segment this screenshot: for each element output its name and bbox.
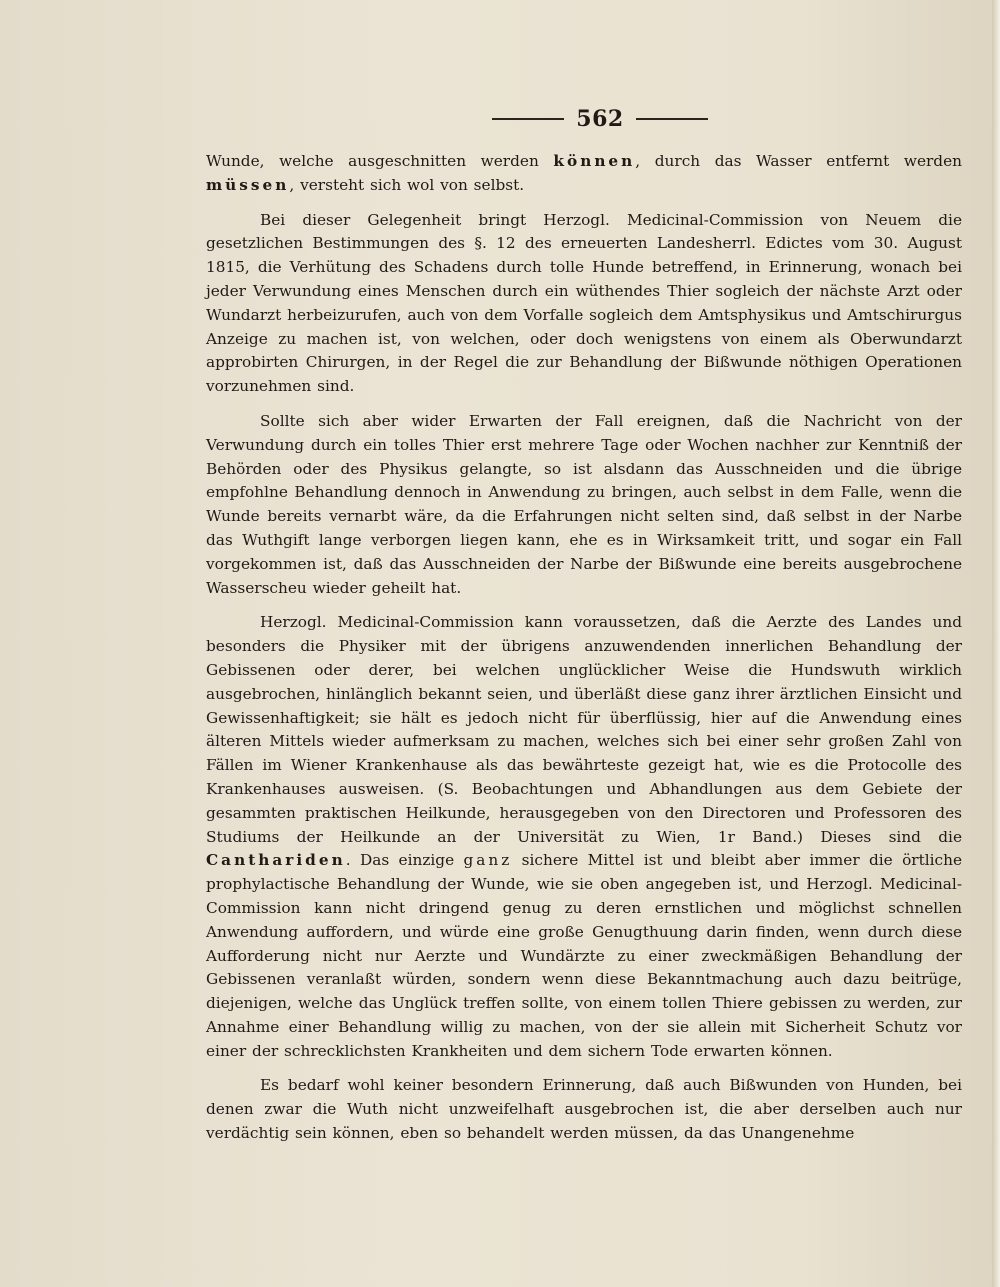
paragraph: Sollte sich aber wider Erwarten der Fall ereignen, daß die Nachricht von der Verwundung durch ein tolles Thier erst mehrere Tage oder Wochen nachher zur Kenntniß der Behörden oder des Physikus gelangte, so ist alsdann das Ausschneiden und die übrige empfohlne Behandlung dennoch in Anwendung zu bringen, auch selbst in dem Falle, wenn die Wunde bereits vernarbt wäre, da die Erfahrungen nicht selten sind, daß selbst in der Narbe das Wuthgift lange verborgen liegen kann, ehe es in Wirksamkeit tritt, und sogar ein Fall vorgekommen ist, daß das Ausschneiden der Narbe der Bißwunde eine bereits ausgebrochene Wasserscheu wieder geheilt hat. (206, 411, 962, 597)
paragraph: Es bedarf wohl keiner besondern Erinnerung, daß auch Bißwunden von Hunden, bei denen zwar die Wuth nicht unzweifelhaft ausgebrochen ist, die aber derselben auch nur verdächtig sein können, eben so behandelt werden müssen, da das Unangenehme (206, 1076, 962, 1143)
spaced-word: ganz (463, 851, 513, 870)
header-rule-right (636, 118, 708, 120)
text-run: , durch das Wasser entfernt werden (635, 152, 963, 170)
text-run: sichere Mittel ist und bleibt aber immer die örtliche prophylactische Behandlung der Wunde, wie sie oben angegeben ist, und Herzogl. Medicinal-Commission kann nicht dringend genug zu deren ernstlichen und möglichst schnellen Anwendung auffordern, und würde eine große Genugthuung darin finden, wenn durch diese Aufforderung nicht nur Aerzte und Wundärzte zu einer zweckmäßigen Behandlung der Gebissenen veranlaßt würden, sondern wenn diese Bekanntmachung auch dazu beitrüge, diejenigen, welche das Unglück treffen sollte, von einem tollen Thiere gebissen zu werden, zur Annahme einer Behandlung willig zu machen, von der sie allein mit Sicherheit Schutz vor einer der schrecklichsten Krankheiten und dem sichern Tode erwarten können. (206, 851, 963, 1060)
header-rule-left (492, 118, 564, 120)
body-text (206, 150, 962, 1157)
paragraph: Bei dieser Gelegenheit bringt Herzogl. Medicinal-Commission von Neuem die gesetzlichen Bestimmungen des §. 12 des erneuerten Landesherrl. Edictes vom 30. August 1815, die Verhütung des Schadens durch tolle Hunde betreffend, in Erinnerung, wonach bei jeder Verwundung eines Menschen durch ein wüthendes Thier sogleich der nächste Arzt oder Wundarzt herbeizurufen, auch von dem Vorfalle sogleich dem Amtsphysikus und Amtschirurgus Anzeige zu machen ist, von welchen, oder doch wenigstens von einem als Oberwundarzt approbirten Chirurgen, in der Regel die zur Behandlung der Bißwunde nöthigen Operationen vorzunehmen sind. (206, 210, 962, 396)
text-run: . Das einzige (345, 851, 464, 870)
paragraph (206, 611, 962, 1063)
spaced-word: Canthariden (206, 851, 346, 870)
page-edge (992, 0, 1000, 1287)
spaced-word: müssen (206, 175, 290, 194)
paragraph-continuation (206, 150, 962, 198)
text-run: Wunde, welche ausgeschnitten werden (206, 152, 554, 170)
spaced-word: können (553, 152, 636, 170)
page-number: 562 (576, 106, 624, 132)
text-run: Herzogl. Medicinal-Commission kann voraussetzen, daß die Aerzte des Landes und besonders die Physiker mit der übrigens anzuwendenden innerlichen Behandlung der Gebissenen oder derer, bei welchen unglücklicher Weise die Hundswuth wirklich ausgebrochen, hinlänglich bekannt seien, und überläßt diese ganz ihrer ärztlichen Einsicht und Gewissenhaftigkeit; sie hält es jedoch nicht für überflüssig, hier auf die Anwendung eines älteren Mittels wieder aufmerksam zu machen, welches sich bei einer sehr großen Zahl von Fällen im Wiener Krankenhause als das bewährteste gezeigt hat, wie es die Protocolle des Krankenhauses ausweisen. (S. Beobachtungen und Abhandlungen aus dem Gebiete der gesammten praktischen Heilkunde, herausgegeben von den Directoren und Professoren des Studiums der Heilkunde an der Universität zu Wien, 1r Band.) Dieses sind die (206, 613, 962, 846)
text-run: , versteht sich wol von selbst. (289, 175, 525, 194)
page-header (470, 104, 730, 134)
